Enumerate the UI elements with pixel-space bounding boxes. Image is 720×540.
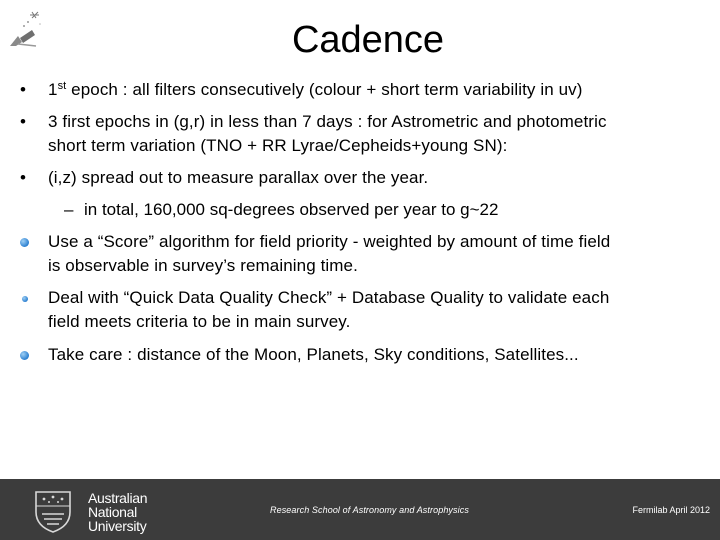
bullet-text: 3 first epochs in (g,r) in less than 7 days : for Astrometric and photometric short term variation (TNO + RR Lyrae/Cepheids+young SN): — [48, 112, 607, 155]
bullet-marker: • — [20, 112, 26, 131]
bullet-text: (i,z) spread out to measure parallax over the year. — [48, 168, 429, 187]
bullet-text: Deal with “Quick Data Quality Check” + Database Quality to validate each field meets criteria to be in main survey. — [48, 288, 610, 331]
dash-marker: – — [64, 200, 74, 219]
slide-title: Cadence — [291, 19, 445, 61]
event-label: Fermilab April 2012 — [632, 505, 710, 515]
blue-dot-marker — [20, 351, 29, 360]
bullet-marker: • — [20, 80, 26, 99]
bullet-marker: • — [20, 168, 26, 187]
blue-dot-marker — [20, 238, 29, 247]
bullet-text: Take care : distance of the Moon, Planets, Sky conditions, Satellites... — [48, 345, 579, 364]
bullet-text: 1st epoch : all filters consecutively (colour + short term variability in uv) — [48, 80, 583, 99]
sub-bullet-text: in total, 160,000 sq-degrees observed per year to g~22 — [84, 200, 499, 219]
bullet-text: Use a “Score” algorithm for field priority - weighted by amount of time field is observable in survey’s remaining time. — [48, 232, 611, 275]
footer-bar — [0, 479, 720, 540]
blue-dot-marker — [22, 296, 28, 302]
anu-crest-logo — [30, 488, 76, 534]
school-name: Research School of Astronomy and Astrophysics — [270, 505, 469, 515]
university-name: Australian National University — [88, 490, 148, 534]
